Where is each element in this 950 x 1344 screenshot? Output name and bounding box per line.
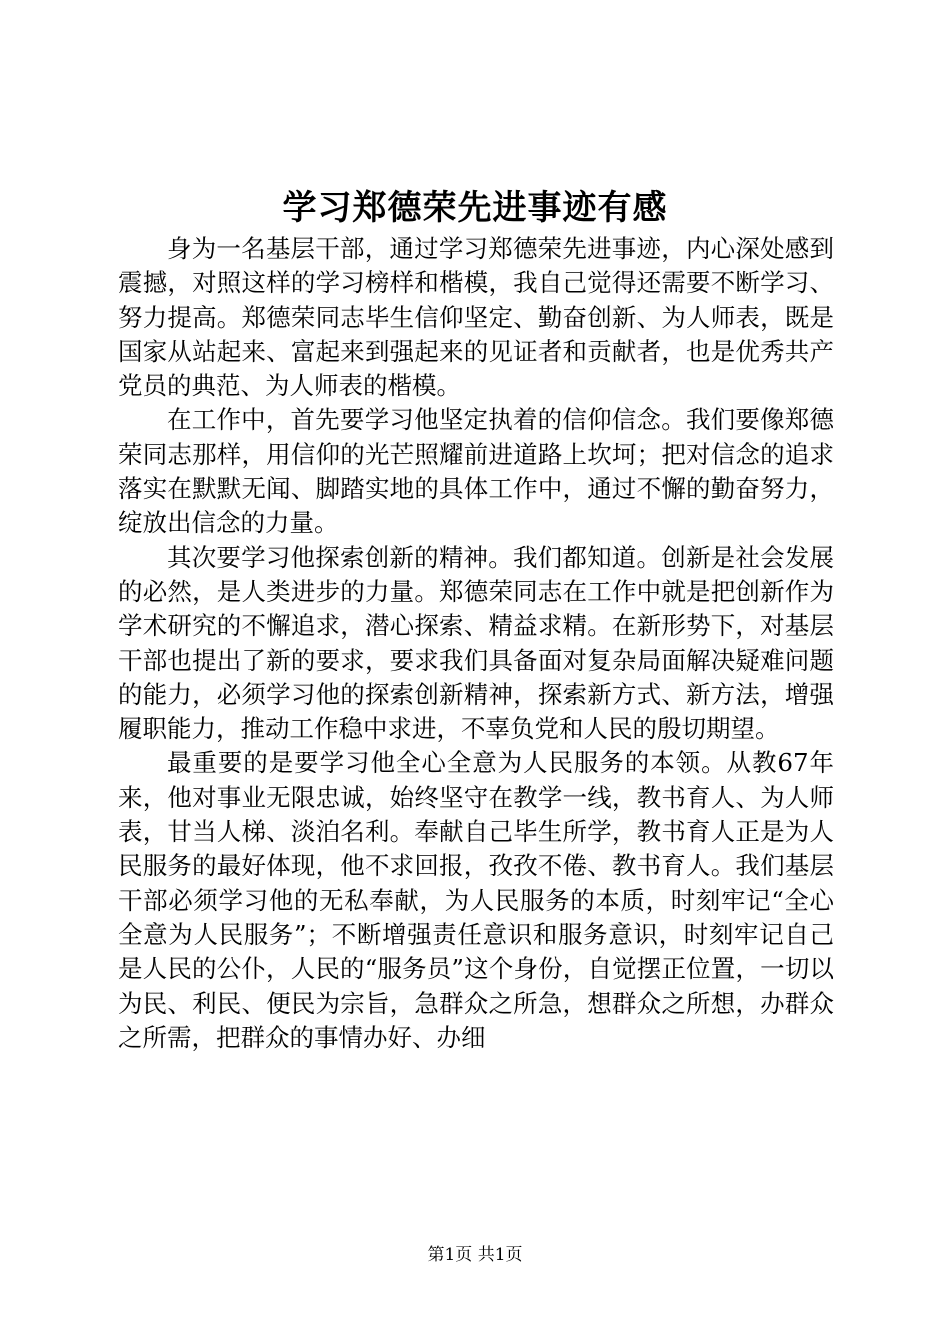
document-title: 学习郑德荣先进事迹有感: [282, 188, 668, 228]
paragraph-4: 最重要的是要学习他全心全意为人民服务的本领。从教67年来，他对事业无限忠诚，始终坚守在教学一线，教书育人、为人师表，甘当人梯、淡泊名利。奉献自己毕生所学，教书育人正是为人民服务的最好体现，他不求回报，孜孜不倦、教书育人。我们基层干部必须学习他的无私奉献，为人民服务的本质，时刻牢记“全心全意为人民服务”；不断增强责任意识和服务意识，时刻牢记自己是人民的公仆，人民的“服务员”这个身份，自觉摆正位置，一切以为民、利民、便民为宗旨，急群众之所急，想群众之所想，办群众之所需，把群众的事情办好、办细: [118, 748, 834, 1052]
paragraph-1: 身为一名基层干部，通过学习郑德荣先进事迹，内心深处感到震撼，对照这样的学习榜样和楷模，我自己觉得还需要不断学习、努力提高。郑德荣同志毕生信仰坚定、勤奋创新、为人师表，既是国家从站起来、富起来到强起来的见证者和贡献者，也是优秀共产党员的典范、为人师表的楷模。: [118, 234, 834, 401]
paragraph-2: 在工作中，首先要学习他坚定执着的信仰信念。我们要像郑德荣同志那样，用信仰的光芒照耀前进道路上坎坷；把对信念的追求落实在默默无闻、脚踏实地的具体工作中，通过不懈的勤奋努力，绽放出信念的力量。: [118, 405, 834, 538]
page-footer: 第1页 共1页: [427, 1245, 523, 1265]
paragraph-3: 其次要学习他探索创新的精神。我们都知道。创新是社会发展的必然，是人类进步的力量。郑德荣同志在工作中就是把创新作为学术研究的不懈追求，潜心探索、精益求精。在新形势下，对基层干部也提出了新的要求，要求我们具备面对复杂局面解决疑难问题的能力，必须学习他的探索创新精神，探索新方式、新方法，增强履职能力，推动工作稳中求进，不辜负党和人民的殷切期望。: [118, 542, 834, 744]
document-body: [118, 232, 834, 1055]
